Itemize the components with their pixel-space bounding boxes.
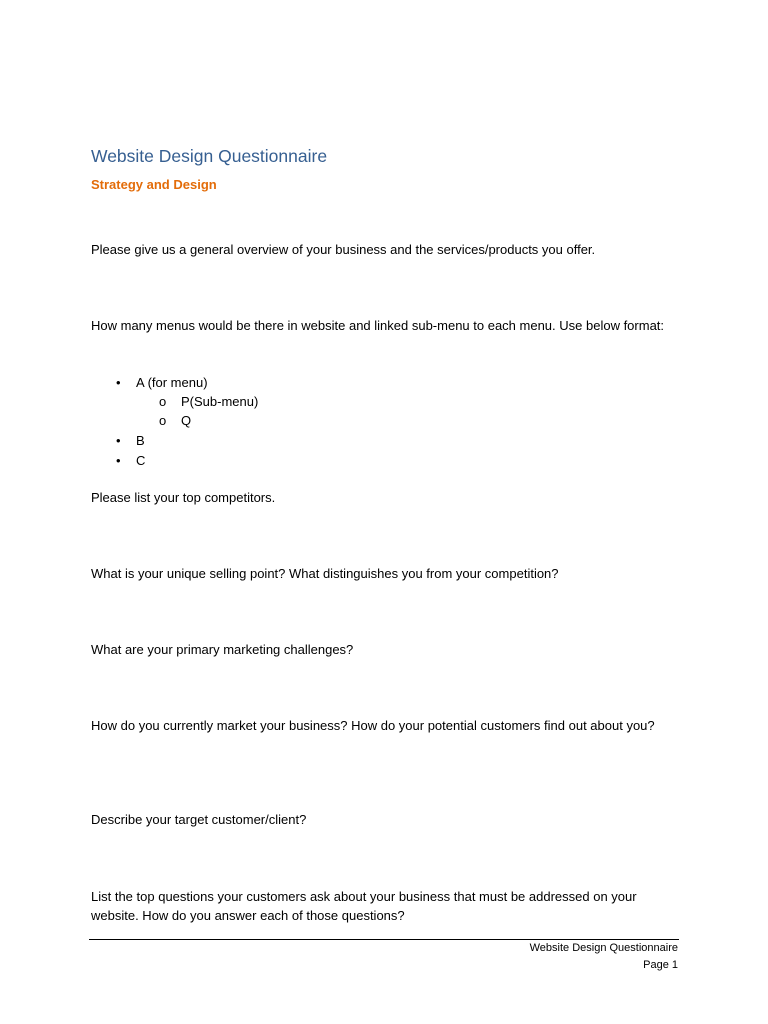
- sub-bullet-icon: o: [159, 394, 167, 409]
- bullet-icon: •: [116, 375, 121, 390]
- list-item: A (for menu): [136, 375, 208, 390]
- list-item: B: [136, 433, 145, 448]
- question-marketing-challenges: What are your primary marketing challenges?: [91, 642, 354, 657]
- footer-document-name: Website Design Questionnaire: [529, 942, 678, 954]
- question-target-customer: Describe your target customer/client?: [91, 812, 307, 827]
- bullet-icon: •: [116, 453, 121, 468]
- question-business-overview: Please give us a general overview of your business and the services/products you offer.: [91, 242, 596, 257]
- document-title: Website Design Questionnaire: [91, 146, 328, 166]
- section-heading: Strategy and Design: [91, 177, 217, 192]
- sub-bullet-icon: o: [159, 413, 167, 428]
- question-customer-faq: List the top questions your customers ask about your business that must be addressed on your website. How do you answer each of those questions?: [91, 889, 637, 923]
- footer-divider: [89, 939, 679, 940]
- question-unique-selling-point: What is your unique selling point? What distinguishes you from your competition?: [91, 566, 559, 581]
- sub-list-item: P(Sub-menu): [181, 394, 259, 409]
- question-competitors: Please list your top competitors.: [91, 490, 276, 505]
- footer-page-number: Page 1: [643, 959, 678, 971]
- question-menus: How many menus would be there in website and linked sub-menu to each menu. Use below format:: [91, 318, 665, 333]
- list-item: C: [136, 453, 146, 468]
- question-current-marketing: How do you currently market your business? How do your potential customers find out about you?: [91, 718, 655, 733]
- sub-list-item: Q: [181, 413, 192, 428]
- bullet-icon: •: [116, 433, 121, 448]
